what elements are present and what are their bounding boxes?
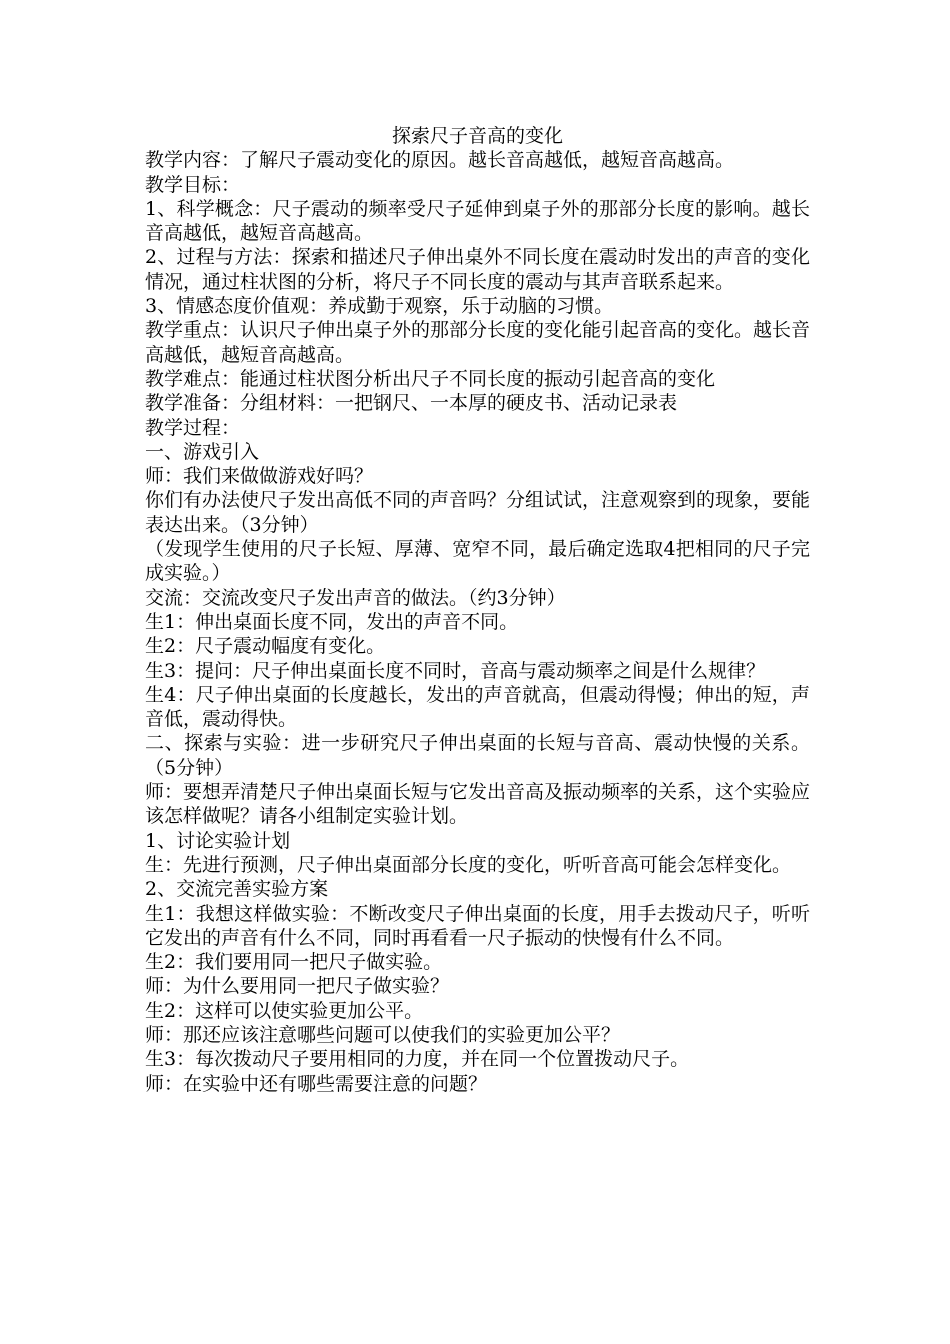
dialogue-line: 生2：这样可以使实验更加公平。 — [145, 999, 424, 1022]
document-title: 探索尺子音高的变化 — [391, 125, 563, 147]
teaching-goals-heading: 教学目标： — [145, 173, 241, 196]
teaching-process-heading: 教学过程： — [145, 416, 241, 439]
teaching-content: 教学内容：了解尺子震动变化的原因。越长音高越低，越短音高越高。 — [145, 149, 735, 172]
dialogue-line: 生4：尺子伸出桌面的长度越长，发出的声音就高，但震动得慢；伸出的短，声音低，震动得快。 — [145, 683, 810, 731]
subsection-refine-plan: 2、交流完善实验方案 — [145, 878, 329, 901]
dialogue-line: 师：在实验中还有哪些需要注意的问题？ — [145, 1072, 488, 1095]
dialogue-line: 生3：提问：尺子伸出桌面长度不同时，音高与震动频率之间是什么规律？ — [145, 659, 766, 682]
goal-science-concept: 1、科学概念：尺子震动的频率受尺子延伸到桌子外的那部分长度的影响。越长音高越低，越短音高越高。 — [145, 197, 810, 245]
teaching-difficulty: 教学难点：能通过柱状图分析出尺子不同长度的振动引起音高的变化 — [145, 367, 716, 390]
dialogue-line: 师：我们来做做游戏好吗？ — [145, 465, 374, 488]
section-game-intro: 一、游戏引入 — [145, 440, 260, 463]
dialogue-line: 生1：我想这样做实验：不断改变尺子伸出桌面的长度，用手去拨动尺子，听听它发出的声音有什么不同，同时再看看一尺子振动的快慢有什么不同。 — [145, 902, 810, 949]
goal-process-method: 2、过程与方法：探索和描述尺子伸出桌外不同长度在震动时发出的声音的变化情况，通过柱状图的分析，将尺子不同长度的震动与其声音联系起来。 — [145, 246, 810, 293]
dialogue-line: 生：先进行预测，尺子伸出桌面部分长度的变化，听听音高可能会怎样变化。 — [145, 853, 792, 876]
dialogue-line: 师：要想弄清楚尺子伸出桌面长短与它发出音高及振动频率的关系，这个实验应该怎样做呢？请各小组制定实验计划。 — [145, 781, 811, 828]
document-page — [145, 124, 810, 1096]
teaching-preparation: 教学准备：分组材料：一把钢尺、一本厚的硬皮书、活动记录表 — [145, 392, 678, 415]
dialogue-line: 生1：伸出桌面长度不同，发出的声音不同。 — [145, 610, 519, 633]
dialogue-line: 交流：交流改变尺子发出声音的做法。（约3分钟） — [145, 586, 566, 609]
teaching-key-point: 教学重点：认识尺子伸出桌子外的那部分长度的变化能引起音高的变化。越长音高越低，越短音高越高。 — [145, 319, 811, 366]
dialogue-line: 生2：我们要用同一把尺子做实验。 — [145, 951, 443, 974]
goal-attitude: 3、情感态度价值观：养成勤于观察，乐于动脑的习惯。 — [145, 295, 614, 318]
dialogue-line: 你们有办法使尺子发出高低不同的声音吗？分组试试，注意观察到的现象，要能表达出来。（3分钟） — [145, 489, 811, 536]
dialogue-line: 生3：每次拨动尺子要用相同的力度，并在同一个位置拨动尺子。 — [145, 1048, 690, 1071]
dialogue-line: 师：为什么要用同一把尺子做实验？ — [145, 975, 450, 998]
dialogue-line: 生2：尺子震动幅度有变化。 — [145, 635, 386, 658]
dialogue-line: （发现学生使用的尺子长短、厚薄、宽窄不同，最后确定选取4把相同的尺子完成实验。） — [145, 538, 810, 585]
section-explore-experiment: 二、探索与实验：进一步研究尺子伸出桌面的长短与音高、震动快慢的关系。（5分钟） — [145, 732, 810, 779]
dialogue-line: 师：那还应该注意哪些问题可以使我们的实验更加公平？ — [145, 1023, 621, 1046]
subsection-discuss-plan: 1、讨论实验计划 — [145, 829, 291, 852]
